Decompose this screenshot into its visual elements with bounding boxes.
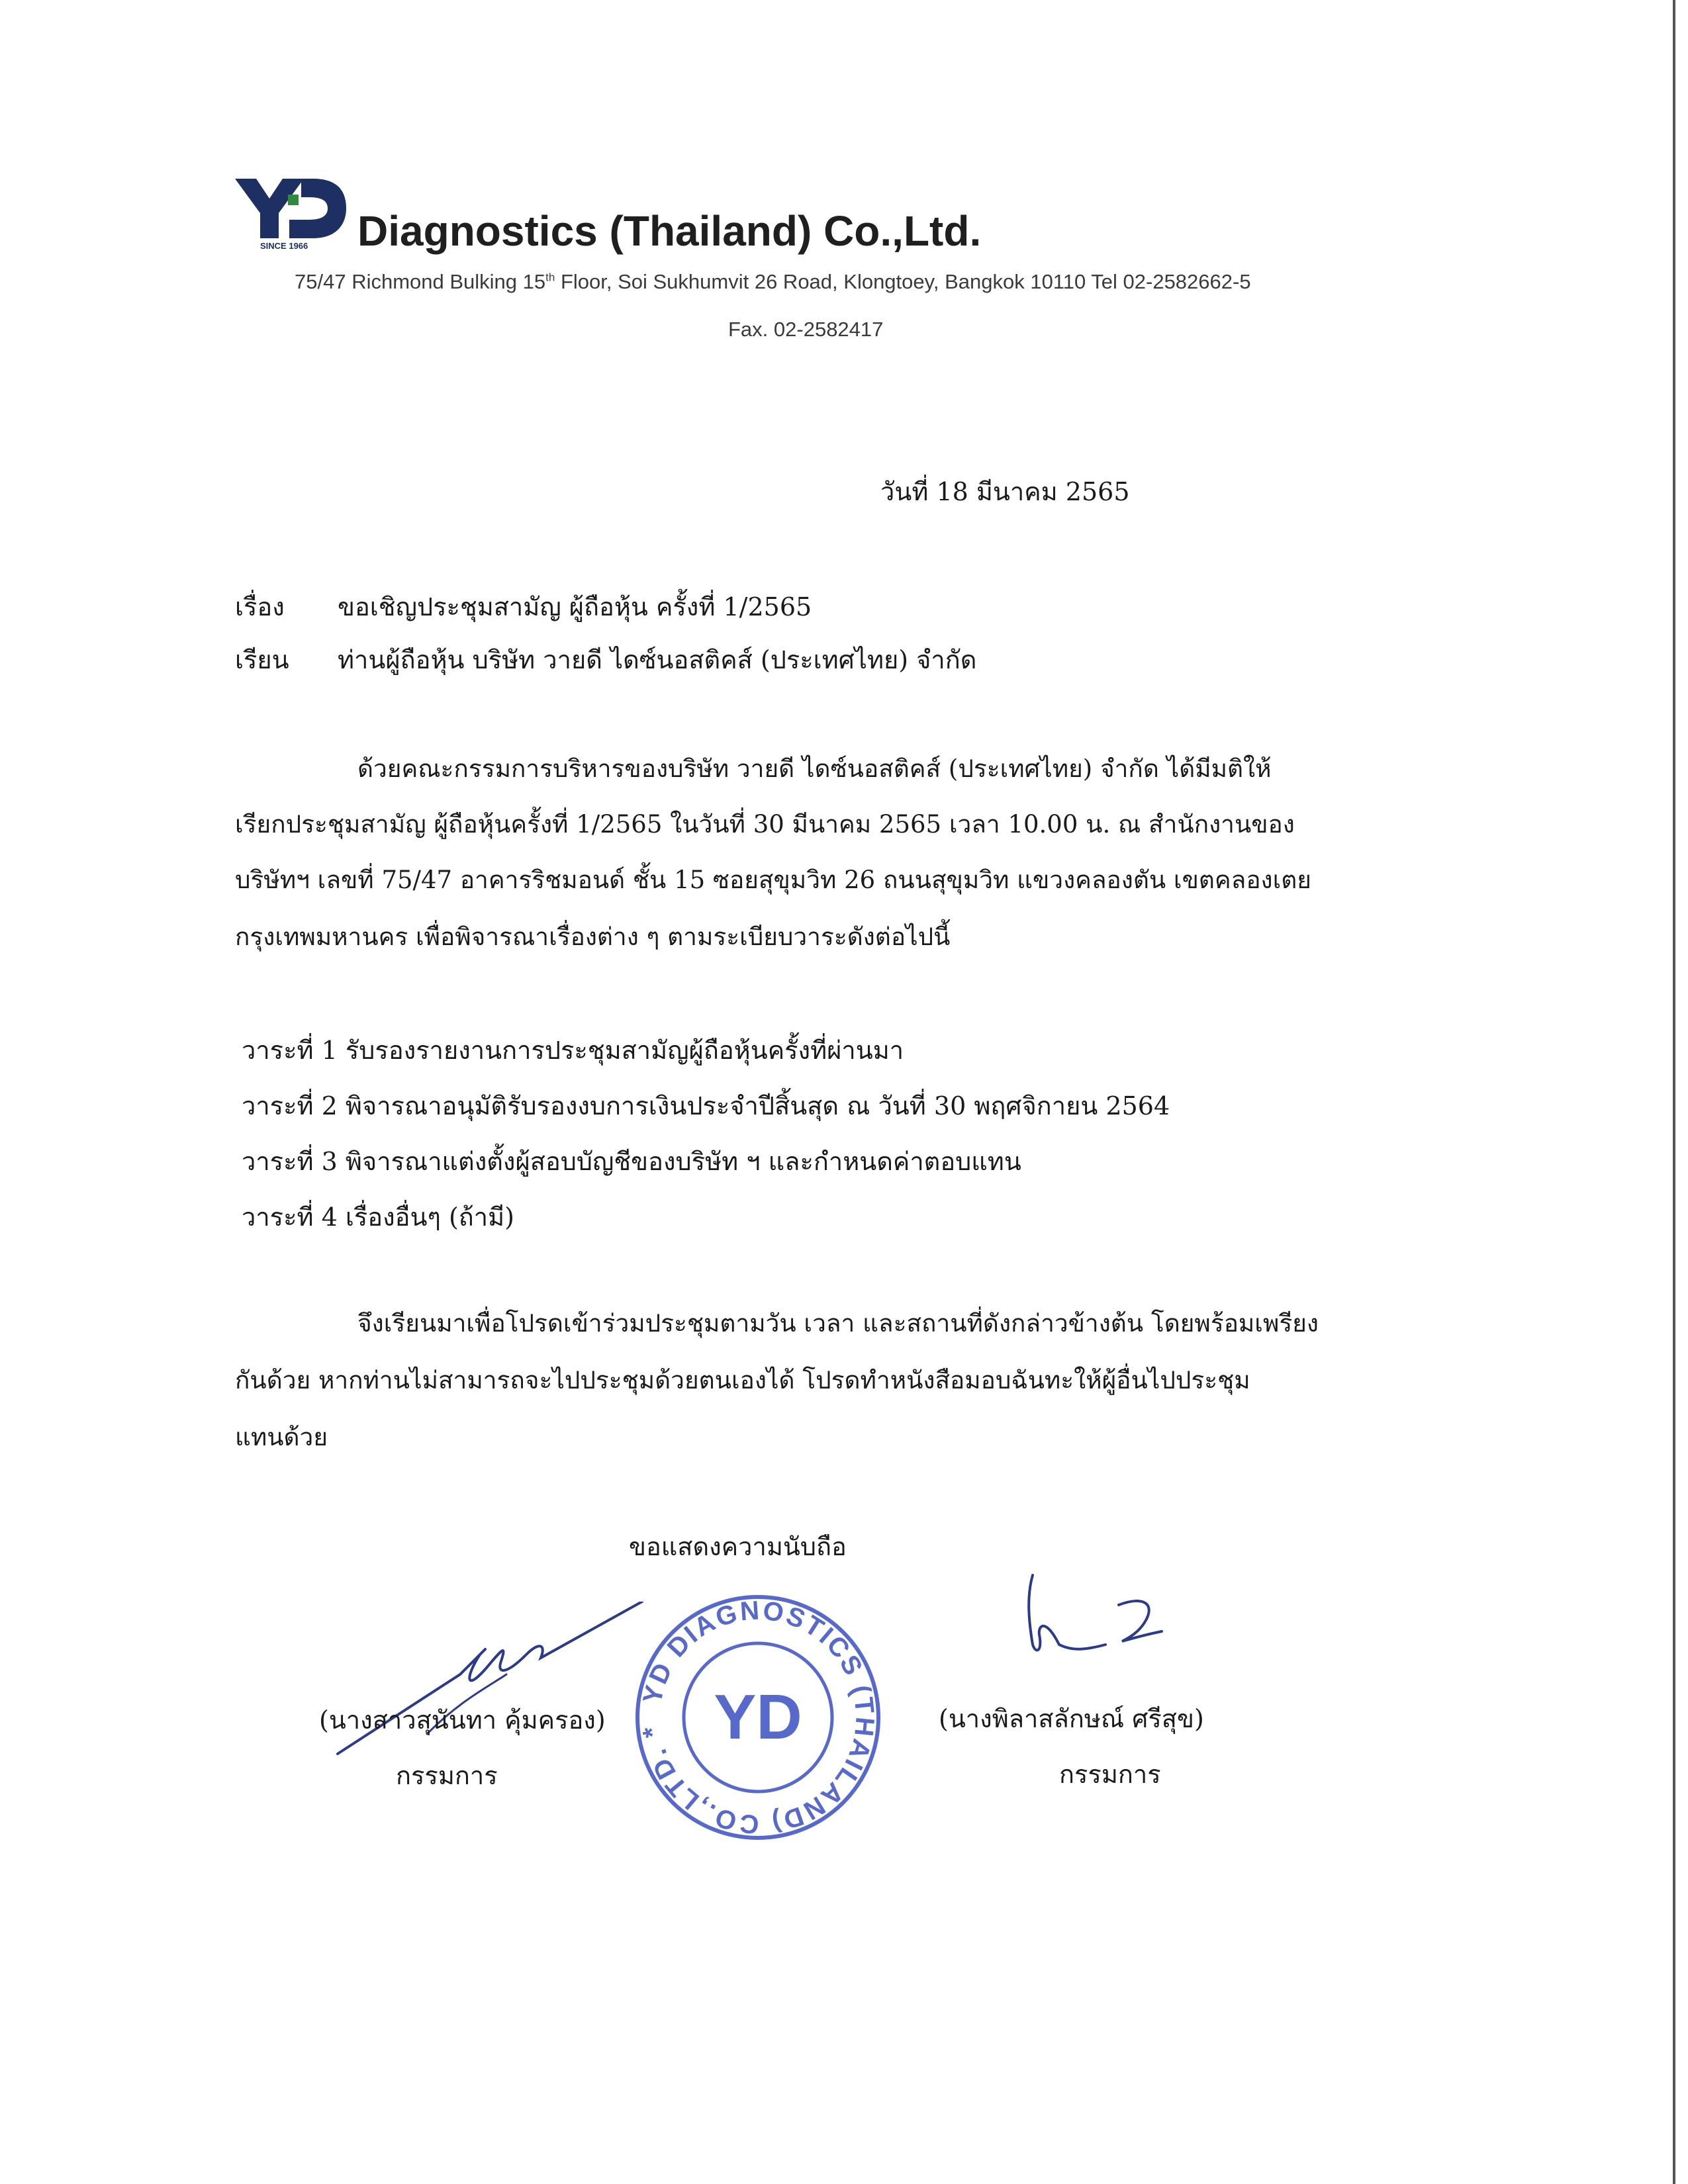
- agenda-item: วาระที่ 3 พิจารณาแต่งตั้งผู้สอบบัญชีของบริษัท ฯ และกำหนดค่าตอบแทน: [242, 1147, 1021, 1176]
- closing-line: แทนด้วย: [235, 1423, 328, 1451]
- body-line: บริษัทฯ เลขที่ 75/47 อาคารริชมอนด์ ชั้น 15 ซอยสุขุมวิท 26 ถนนสุขุมวิท แขวงคลองตัน เขตคลองเตย: [235, 866, 1311, 894]
- agenda-item: วาระที่ 2 พิจารณาอนุมัติรับรองงบการเงินประจำปีสิ้นสุด ณ วันที่ 30 พฤศจิกายน 2564: [242, 1091, 1170, 1120]
- agenda-item: วาระที่ 4 เรื่องอื่นๆ (ถ้ามี): [242, 1203, 514, 1232]
- subject-text: ขอเชิญประชุมสามัญ ผู้ถือหุ้น ครั้งที่ 1/2565: [338, 592, 812, 621]
- to-text: ท่านผู้ถือหุ้น บริษัท วายดี ไดซ์นอสติคส์ (ประเทศไทย) จำกัด: [338, 645, 977, 674]
- company-address: 75/47 Richmond Bulking 15th Floor, Soi Sukhumvit 26 Road, Klongtoey, Bangkok 10110 Tel 02-2582662-5: [295, 270, 1251, 293]
- company-name: Diagnostics (Thailand) Co.,Ltd.: [357, 207, 982, 255]
- letter-date: วันที่ 18 มีนาคม 2565: [880, 477, 1130, 506]
- to-label: เรียน: [235, 645, 289, 674]
- scan-edge: [1673, 0, 1675, 2184]
- subject-label: เรื่อง: [235, 592, 285, 621]
- signatory-name-right: (นางพิลาสลักษณ์ ศรีสุข): [939, 1704, 1204, 1733]
- signature-right: [1013, 1572, 1165, 1664]
- company-fax: Fax. 02-2582417: [728, 318, 884, 341]
- logo-since-text: SINCE 1966: [260, 241, 308, 251]
- closing-line: กันด้วย หากท่านไม่สามารถจะไปประชุมด้วยตนเองได้ โปรดทำหนังสือมอบฉันทะให้ผู้อื่นไปประชุม: [235, 1366, 1250, 1394]
- body-line: เรียกประชุมสามัญ ผู้ถือหุ้นครั้งที่ 1/2565 ในวันที่ 30 มีนาคม 2565 เวลา 10.00 น. ณ สำนักงานของ: [235, 810, 1295, 839]
- closing-line: จึงเรียนมาเพื่อโปรดเข้าร่วมประชุมตามวัน เวลา และสถานที่ดังกล่าวข้างต้น โดยพร้อมเพรียง: [357, 1309, 1319, 1338]
- signatory-role-left: กรรมการ: [396, 1761, 498, 1790]
- svg-text:YD DIAGNOSTICS (THAILAND) CO.,: YD DIAGNOSTICS (THAILAND) CO.,LTD. *: [637, 1596, 880, 1839]
- body-line: ด้วยคณะกรรมการบริหารของบริษัท วายดี ไดซ์นอสติคส์ (ประเทศไทย) จำกัด ได้มีมติให้: [357, 754, 1272, 783]
- signatory-name-left: (นางสาวสุนันทา คุ้มครอง): [319, 1706, 606, 1735]
- body-line: กรุงเทพมหานคร เพื่อพิจารณาเรื่องต่าง ๆ ตามระเบียบวาระดังต่อไปนี้: [235, 923, 951, 951]
- company-stamp: [632, 1592, 884, 1843]
- regards-text: ขอแสดงความนับถือ: [629, 1532, 847, 1561]
- svg-text:YD: YD: [714, 1682, 802, 1752]
- agenda-item: วาระที่ 1 รับรองรายงานการประชุมสามัญผู้ถือหุ้นครั้งที่ผ่านมา: [242, 1036, 904, 1065]
- signatory-role-right: กรรมการ: [1059, 1760, 1161, 1789]
